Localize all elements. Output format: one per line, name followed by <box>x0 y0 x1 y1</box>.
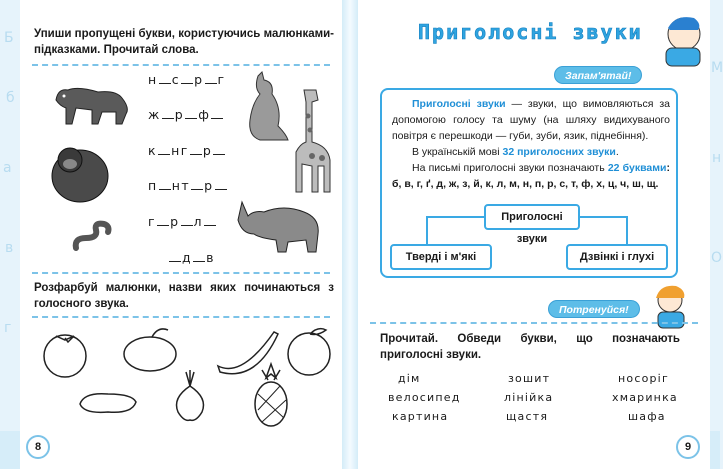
snake-illustration <box>72 220 112 254</box>
blank-slot[interactable] <box>162 107 174 119</box>
puzzle-word-4 <box>148 178 228 193</box>
rhino-illustration <box>234 194 326 256</box>
blank-slot[interactable] <box>205 72 217 84</box>
divider <box>32 272 330 274</box>
rule-text <box>392 96 670 192</box>
puzzle-letter: р <box>204 178 214 193</box>
boy-mascot-illustration <box>658 12 708 68</box>
word[interactable]: картина <box>392 410 449 423</box>
puzzle-letter: р <box>174 107 185 122</box>
blank-slot[interactable] <box>159 178 171 190</box>
word[interactable]: велосипед <box>388 391 461 404</box>
word[interactable]: лінійка <box>504 391 554 404</box>
blank-slot[interactable] <box>193 250 205 262</box>
page-number-left: 8 <box>26 435 50 459</box>
puzzle-word-5 <box>148 214 217 229</box>
puzzle-word-6 <box>168 250 215 265</box>
blank-slot[interactable] <box>191 178 203 190</box>
blank-slot[interactable] <box>181 214 193 226</box>
puzzle-letter: н <box>148 72 158 87</box>
blank-slot[interactable] <box>190 143 202 155</box>
word[interactable]: хмаринка <box>612 391 678 404</box>
word[interactable]: щастя <box>506 410 549 423</box>
decor-letter: н <box>712 150 722 166</box>
divider <box>32 64 330 66</box>
panther-illustration <box>50 78 132 128</box>
puzzle-letter: р <box>170 214 180 229</box>
rule-letters-list: : б, в, г, ґ, д, ж, з, й, к, л, м, н, п, р, с, т, ф, х, ц, ч, ш, щ. <box>392 162 670 190</box>
practice-badge: Потренуйся! <box>548 300 640 318</box>
puzzle-letter: к <box>148 143 158 158</box>
pineapple-outline <box>248 362 294 428</box>
rule-letters-highlight: 22 буквами <box>607 162 667 174</box>
puzzle-word-2 <box>148 107 224 122</box>
rule-count-suffix: . <box>615 146 619 158</box>
instruction-fill-letters: Упиши пропущені букви, користуючись малюнками-підказками. Прочитай слова. <box>34 28 334 56</box>
left-page <box>20 0 342 469</box>
page-number-right: 9 <box>676 435 700 459</box>
word[interactable]: зошит <box>508 372 551 385</box>
puzzle-word-1 <box>148 72 226 87</box>
decor-letter: а <box>3 160 12 176</box>
puzzle-letter: нг <box>171 143 189 158</box>
diagram-connector <box>426 216 428 244</box>
practice-instruction: Прочитай. Обведи букви, що позначають приголосні звуки. <box>380 333 680 361</box>
puzzle-letter: ж <box>148 107 161 122</box>
blank-slot[interactable] <box>159 72 171 84</box>
right-page <box>358 0 710 469</box>
blank-slot[interactable] <box>181 72 193 84</box>
instruction-color-pictures: Розфарбуй малюнки, назви яких починаються з голосного звука. <box>34 282 334 310</box>
remember-badge: Запам'ятай! <box>554 66 642 84</box>
diagram-right-branch: Дзвінкі і глухі <box>566 244 668 270</box>
gorilla-illustration <box>46 138 116 208</box>
diagram-connector <box>626 216 628 244</box>
divider <box>32 316 330 318</box>
blank-slot[interactable] <box>211 107 223 119</box>
blank-slot[interactable] <box>204 214 216 226</box>
page-title: Приголосні звуки <box>418 20 643 44</box>
puzzle-letter: с <box>171 72 181 87</box>
decor-letter: б <box>6 90 15 106</box>
giraffe-illustration <box>282 86 338 196</box>
puzzle-letter: л <box>193 214 204 229</box>
diagram-left-branch: Тверді і м'які <box>390 244 492 270</box>
rule-term: Приголосні звуки <box>412 98 506 110</box>
puzzle-letter: нт <box>171 178 191 193</box>
decor-letter: г <box>4 320 12 336</box>
blank-slot[interactable] <box>157 214 169 226</box>
blank-slot[interactable] <box>158 143 170 155</box>
puzzle-letter: р <box>194 72 204 87</box>
book-spine <box>342 0 358 469</box>
cucumber-outline <box>76 388 140 418</box>
word[interactable]: шафа <box>628 410 666 423</box>
word[interactable]: дім <box>398 372 421 385</box>
blank-slot[interactable] <box>185 107 197 119</box>
puzzle-letter: п <box>148 178 158 193</box>
onion-outline <box>168 366 212 424</box>
kangaroo-illustration <box>230 70 290 142</box>
decor-letter: М <box>711 60 723 76</box>
puzzle-word-3 <box>148 143 226 158</box>
blank-slot[interactable] <box>215 178 227 190</box>
puzzle-letter: ф <box>198 107 211 122</box>
rule-count-prefix: В українській мові <box>412 146 503 158</box>
rule-definition: — звуки, що вимовляються за допомогою голосу та шуму (на шляху видихуваного повітря є перешкоди — губи, зуби, язик, піднебіння). <box>392 98 670 142</box>
puzzle-letter: в <box>206 250 216 265</box>
puzzle-letter: р <box>202 143 213 158</box>
divider <box>370 322 698 324</box>
blank-slot[interactable] <box>213 143 225 155</box>
puzzle-letter: г <box>148 214 157 229</box>
tomato-outline <box>38 326 92 380</box>
diagram-connector <box>578 216 628 218</box>
rule-box <box>380 88 678 278</box>
puzzle-letter: г <box>217 72 226 87</box>
decor-letter: в <box>5 240 14 256</box>
blank-slot[interactable] <box>169 250 181 262</box>
puzzle-letter: д <box>182 250 193 265</box>
decor-letter: О <box>711 250 723 266</box>
rule-count-highlight: 32 приголосних звуки <box>502 146 616 158</box>
diagram-connector <box>426 216 486 218</box>
word[interactable]: носоріг <box>618 372 669 385</box>
diagram-root: Приголосні звуки <box>484 204 580 230</box>
decor-letter: Б <box>4 30 14 46</box>
rule-letters-prefix: На письмі приголосні звуки позначають <box>412 162 608 174</box>
